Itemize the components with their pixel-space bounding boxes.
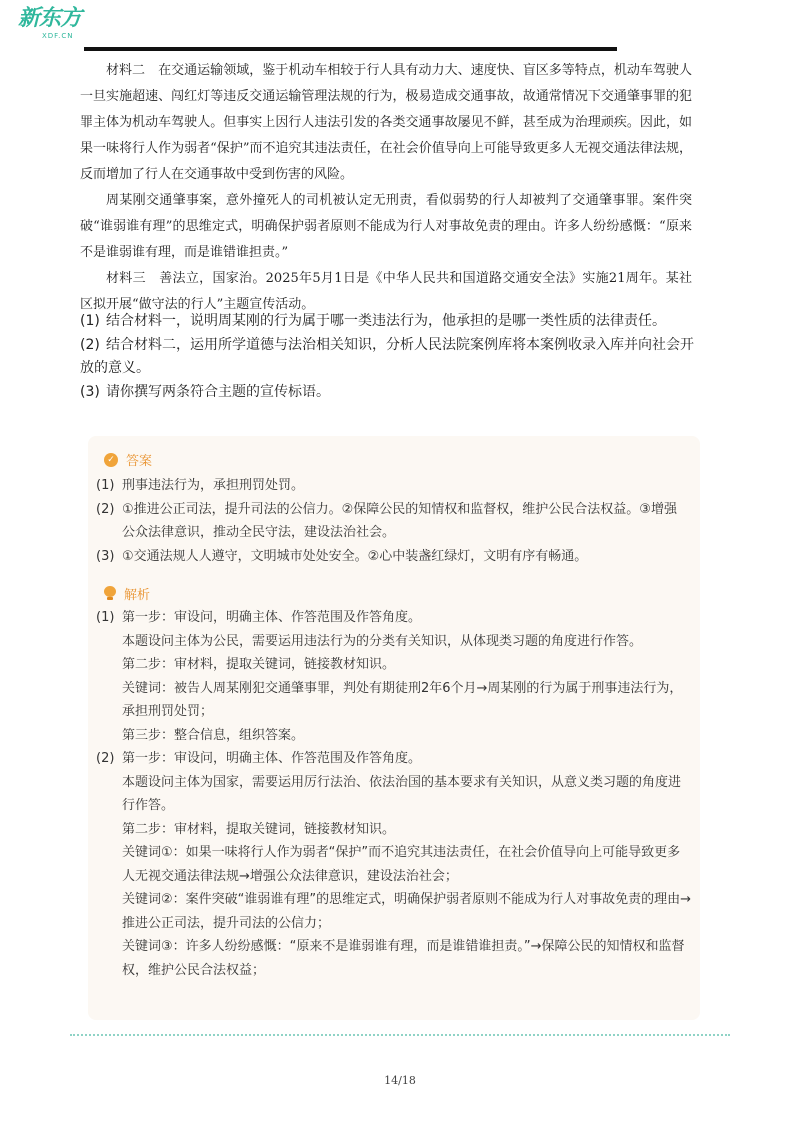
- brand-logo: [18, 8, 88, 38]
- question-number: (1): [80, 313, 100, 329]
- analysis-line: 第三步：整合信息，组织答案。: [122, 727, 305, 743]
- check-badge-icon: ✓: [104, 453, 118, 467]
- analysis-line: 本题设问主体为公民，需要运用违法行为的分类有关知识，从体现类习题的角度进行作答。: [122, 633, 643, 649]
- answer-number: (3): [96, 548, 115, 564]
- footer-divider: [70, 1034, 730, 1036]
- answer-text: 刑事违法行为，承担刑罚处罚。: [122, 478, 305, 493]
- answer-number: (1): [96, 478, 115, 493]
- analysis-line: 第二步：审材料，提取关键词，链接教材知识。: [122, 657, 396, 672]
- logo-subtext: XDF.CN: [42, 32, 74, 40]
- question-item: [80, 381, 700, 405]
- answer-number: (2): [96, 501, 115, 517]
- analysis-line: 本题设问主体为国家，需要运用厉行法治、依法治国的基本要求有关知识，从意义类习题的角度进行作答。: [122, 774, 682, 813]
- answer-list: [96, 474, 686, 568]
- question-number: (3): [80, 383, 100, 400]
- answer-item: [96, 545, 686, 569]
- analysis-number: (1): [96, 610, 115, 625]
- solution-panel: [88, 436, 700, 1020]
- analysis-content: [96, 606, 692, 982]
- question-text: 结合材料一，说明周某刚的行为属于哪一类违法行为，他承担的是哪一类性质的法律责任。: [106, 313, 666, 329]
- analysis-line: 第一步：审设问，明确主体、作答范围及作答角度。: [122, 610, 422, 625]
- page-number: 14/18: [384, 1074, 416, 1087]
- question-number: (2): [80, 336, 100, 353]
- analysis-block: [96, 606, 692, 747]
- material-paragraph: 材料三 善法立，国家治。2025年5月1日是《中华人民共和国道路交通安全法》实施21周年。某社区拟开展“做守法的行人”主题宣传活动。: [80, 271, 692, 312]
- analysis-line: 第二步：审材料，提取关键词，链接教材知识。: [122, 821, 396, 837]
- lightbulb-icon: [104, 586, 116, 601]
- answer-header: [104, 450, 152, 469]
- analysis-header: [104, 584, 150, 603]
- analysis-label: 解析: [124, 588, 151, 603]
- question-text: 请你撰写两条符合主题的宣传标语。: [106, 383, 330, 400]
- material-paragraph: 材料二 在交通运输领域，鉴于机动车相较于行人具有动力大、速度快、盲区多等特点，机动车驾驶人一旦实施超速、闯红灯等违反交通运输管理法规的行为，极易造成交通事故，故通常情况下交通肇事罪的犯罪主体为机动车驾驶人。但事实上因行人违法引发的各类交通事故屡见不鲜，甚至成为治理顽疾。因此，如果一味将行人作为弱者“保护”而不追究其违法责任，在社会价值导向上可能导致更多人无视交通法律法规，反而增加了行人在交通事故中受到伤害的风险。: [80, 63, 692, 182]
- analysis-line: 关键词③：许多人纷纷感慨：“原来不是谁弱谁有理，而是谁错谁担责。”→保障公民的知情权和监督权，维护公民合法权益；: [122, 939, 685, 978]
- question-text: 结合材料二，运用所学道德与法治相关知识，分析人民法院案例库将本案例收录入库并向社会开放的意义。: [80, 336, 694, 376]
- analysis-block: [96, 747, 692, 982]
- material-block: [80, 58, 692, 318]
- answer-label: 答案: [126, 454, 153, 469]
- header-rule: [84, 47, 617, 51]
- answer-text: ①推进公正司法，提升司法的公信力。②保障公民的知情权和监督权，维护公民合法权益。③增强公众法律意识，推动全民守法，建设法治社会。: [122, 501, 677, 540]
- answer-item: [96, 474, 686, 498]
- logo-text: 新东方: [18, 6, 82, 31]
- question-list: [80, 310, 700, 404]
- analysis-number: (2): [96, 751, 115, 766]
- question-item: [80, 310, 700, 334]
- answer-text: ①交通法规人人遵守，文明城市处处安全。②心中装盏红绿灯，文明有序有畅通。: [122, 548, 588, 564]
- analysis-line: 关键词②：案件突破“谁弱谁有理”的思维定式，明确保护弱者原则不能成为行人对事故免责的理由→推进公正司法，提升司法的公信力；: [122, 892, 692, 931]
- analysis-line: 关键词：被告人周某刚犯交通肇事罪，判处有期徒刑2年6个月→周某刚的行为属于刑事违法行为，承担刑罚处罚；: [122, 680, 683, 719]
- material-paragraph: 周某刚交通肇事案，意外撞死人的司机被认定无刑责，看似弱势的行人却被判了交通肇事罪。案件突破“谁弱谁有理”的思维定式，明确保护弱者原则不能成为行人对事故免责的理由。许多人纷纷感慨：“原来不是谁弱谁有理，而是谁错谁担责。”: [80, 193, 692, 260]
- analysis-line: 关键词①：如果一味将行人作为弱者“保护”而不追究其违法责任，在社会价值导向上可能导致更多人无视交通法律法规→增强公众法律意识，建设法治社会；: [122, 845, 681, 884]
- analysis-line: 第一步：审设问，明确主体、作答范围及作答角度。: [122, 751, 422, 766]
- question-item: [80, 334, 700, 381]
- answer-item: [96, 498, 686, 545]
